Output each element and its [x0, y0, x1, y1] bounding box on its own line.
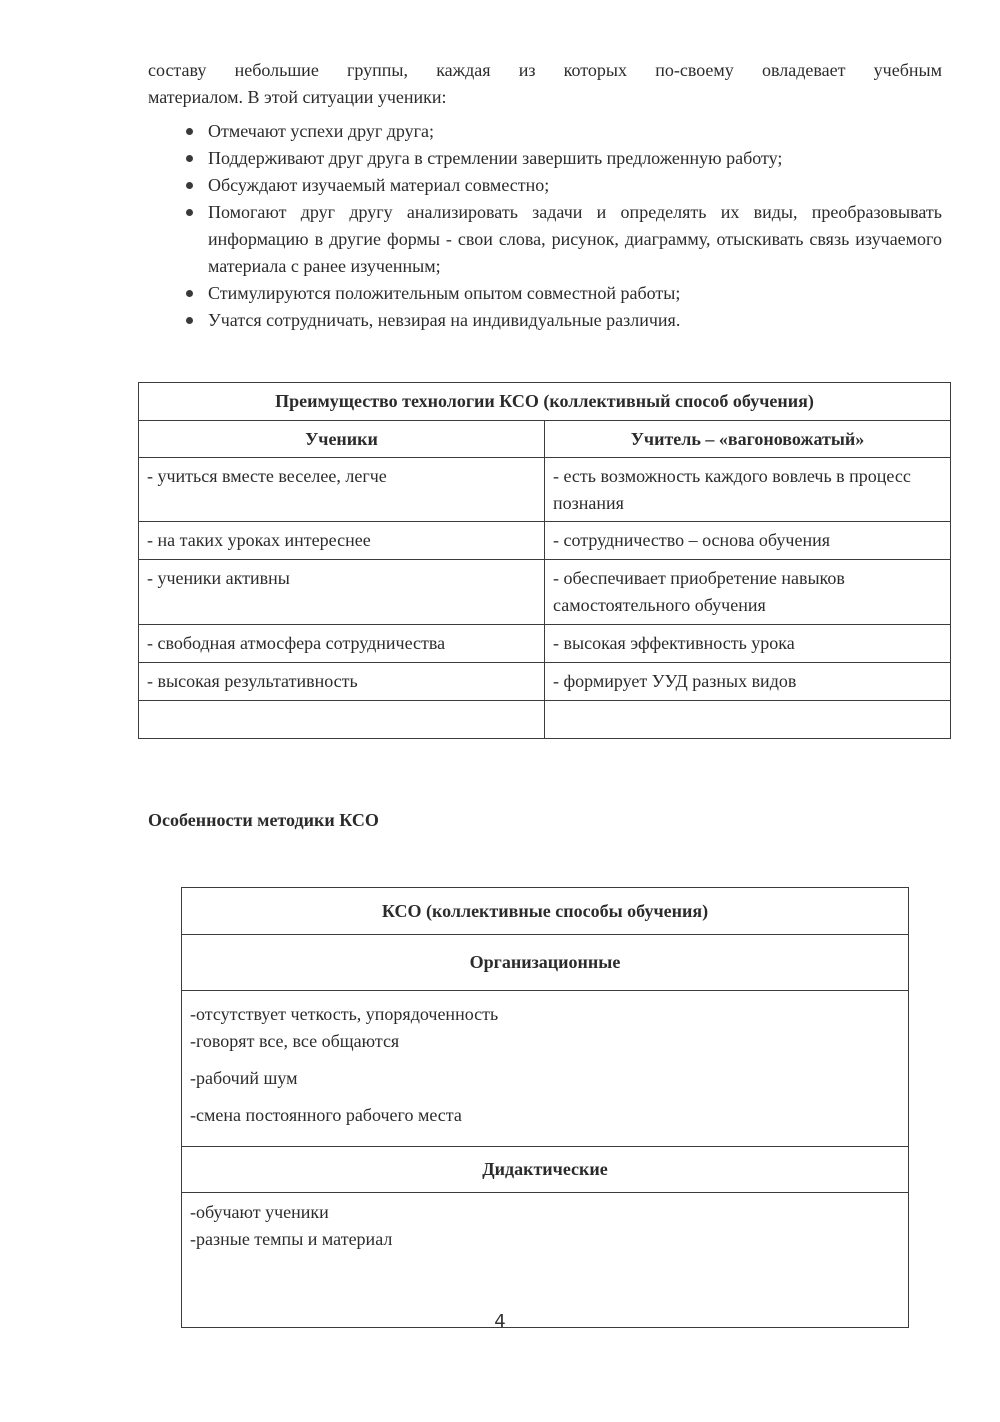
- table-caption: Преимущество технологии КСО (коллективный способ обучения): [139, 383, 951, 421]
- table-row: [139, 625, 951, 663]
- section-heading: Особенности методики КСО: [148, 810, 379, 830]
- section-title-didactic: Дидактические: [182, 1147, 909, 1193]
- list-item: Отмечают успехи друг друга;: [186, 118, 942, 145]
- list-item: -обучают ученики: [190, 1202, 329, 1222]
- intro-line-1: составу небольшие группы, каждая из которых по-своему овладевает учебным: [148, 60, 942, 80]
- table-row: [139, 522, 951, 560]
- list-item: Обсуждают изучаемый материал совместно;: [186, 172, 942, 199]
- intro-line-2: материалом. В этой ситуации ученики:: [148, 87, 447, 107]
- section-title-organizational: Организационные: [182, 935, 909, 991]
- advantages-table: [138, 382, 951, 739]
- table-cell: [545, 701, 951, 739]
- list-item: Поддерживают друг друга в стремлении завершить предложенную работу;: [186, 145, 942, 172]
- table-row: [139, 458, 951, 522]
- table-caption: КСО (коллективные способы обучения): [182, 888, 909, 935]
- table-cell: [182, 1193, 909, 1328]
- list-item: -смена постоянного рабочего места: [190, 1105, 462, 1125]
- features-table: [181, 887, 909, 1328]
- table-cell: [182, 991, 909, 1147]
- page-number: 4: [494, 1311, 506, 1332]
- table-cell: - высокая эффективность урока: [545, 625, 951, 663]
- table-cell: - есть возможность каждого вовлечь в процесс познания: [545, 458, 951, 522]
- list-item: Стимулируются положительным опытом совместной работы;: [186, 280, 942, 307]
- intro-paragraph: [148, 57, 942, 111]
- column-header-students: Ученики: [139, 421, 545, 458]
- table-cell: - ученики активны: [139, 560, 545, 625]
- table-row: [139, 663, 951, 701]
- list-item: -отсутствует четкость, упорядоченность: [190, 1004, 499, 1024]
- list-item: -разные темпы и материал: [190, 1229, 393, 1249]
- table-cell: [139, 701, 545, 739]
- table-cell: - обеспечивает приобретение навыков самостоятельного обучения: [545, 560, 951, 625]
- table-cell: - учиться вместе веселее, легче: [139, 458, 545, 522]
- list-item: Учатся сотрудничать, невзирая на индивидуальные различия.: [186, 307, 942, 334]
- list-item: -говорят все, все общаются: [190, 1031, 400, 1051]
- table-cell: - свободная атмосфера сотрудничества: [139, 625, 545, 663]
- table-cell: - на таких уроках интереснее: [139, 522, 545, 560]
- bullet-list: [186, 118, 942, 334]
- table-cell: - формирует УУД разных видов: [545, 663, 951, 701]
- table-row: [182, 1193, 909, 1328]
- list-item: -рабочий шум: [190, 1068, 298, 1088]
- table-row: [182, 991, 909, 1147]
- column-header-teacher: Учитель – «вагоновожатый»: [545, 421, 951, 458]
- list-item: Помогают друг другу анализировать задачи и определять их виды, преобразовывать информацию в другие формы - свои слова, рисунок, диаграмму, отыскивать связь изучаемого материала с ранее изученным;: [186, 199, 942, 280]
- table-row: [139, 560, 951, 625]
- table-cell: - высокая результативность: [139, 663, 545, 701]
- table-cell: - сотрудничество – основа обучения: [545, 522, 951, 560]
- table-row: [139, 701, 951, 739]
